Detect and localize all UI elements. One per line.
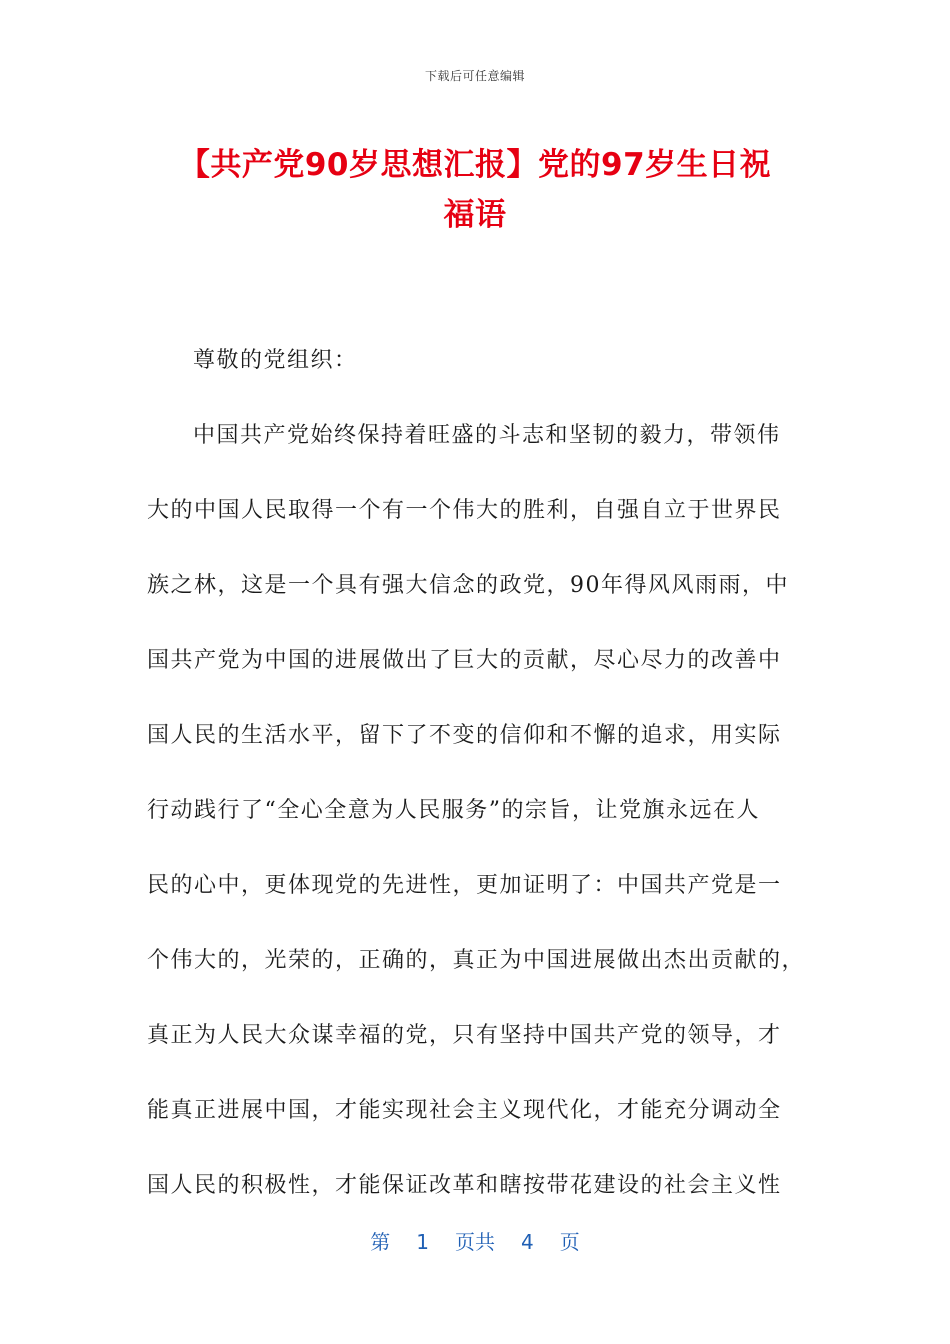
title-line-1: 【共产党90岁思想汇报】党的97岁生日祝 xyxy=(178,147,772,183)
body-line: 民的心中，更体现党的先进性，更加证明了：中国共产党是一 xyxy=(147,873,782,898)
body-line: 个伟大的，光荣的，正确的，真正为中国进展做出杰出贡献的， xyxy=(147,948,806,973)
body-line: 国人民的积极性，才能保证改革和瞎按带花建设的社会主义性 xyxy=(147,1173,782,1198)
footer-total-pages: 4 xyxy=(521,1230,534,1254)
footer-middle: 页共 xyxy=(455,1230,495,1254)
body-line: 真正为人民大众谋幸福的党，只有坚持中国共产党的领导，才 xyxy=(147,1023,782,1048)
body-line: 行动践行了“全心全意为人民服务”的宗旨，让党旗永远在人 xyxy=(147,798,760,823)
title-line-2: 福语 xyxy=(443,197,507,233)
body-line: 族之林，这是一个具有强大信念的政党，90年得风风雨雨，中 xyxy=(147,573,789,598)
body-line: 能真正进展中国，才能实现社会主义现代化，才能充分调动全 xyxy=(147,1098,782,1123)
document-title xyxy=(120,140,830,240)
footer-prefix: 第 xyxy=(370,1230,391,1254)
body-line: 国人民的生活水平，留下了不变的信仰和不懈的追求，用实际 xyxy=(147,723,782,748)
document-body xyxy=(147,323,806,1223)
footer-suffix: 页 xyxy=(559,1230,580,1254)
body-line: 中国共产党始终保持着旺盛的斗志和坚韧的毅力，带领伟 xyxy=(193,423,781,448)
header-note: 下载后可任意编辑 xyxy=(424,69,525,83)
greeting xyxy=(147,323,797,398)
footer-page-number: 1 xyxy=(416,1230,429,1254)
body-line: 国共产党为中国的进展做出了巨大的贡献，尽心尽力的改善中 xyxy=(147,648,782,673)
greeting-text: 尊敬的党组织： xyxy=(193,348,358,373)
page-footer xyxy=(0,1226,950,1255)
body-line: 大的中国人民取得一个有一个伟大的胜利，自强自立于世界民 xyxy=(147,498,782,523)
body-paragraph xyxy=(147,398,806,1223)
